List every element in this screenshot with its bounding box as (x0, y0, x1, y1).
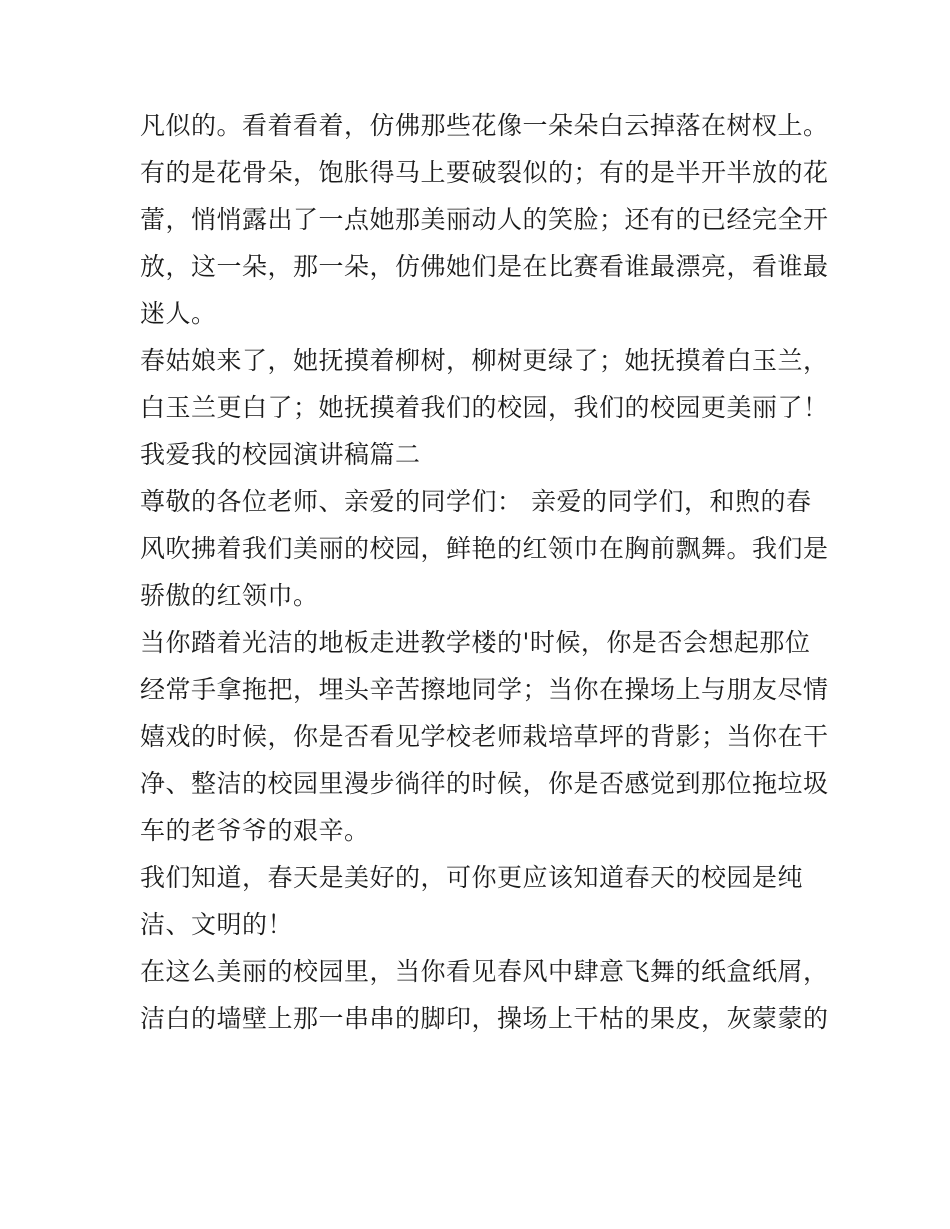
text-line: 经常手拿拖把，埋头辛苦擦地同学；当你在操场上与朋友尽情 (140, 675, 829, 704)
text-line: 车的老爷爷的艰辛。 (140, 816, 370, 845)
text-line: 有的是花骨朵，饱胀得马上要破裂似的；有的是半开半放的花 (140, 158, 829, 187)
text-line: 我们知道，春天是美好的，可你更应该知道春天的校园是纯 (140, 863, 804, 892)
text-line: 骄傲的红领巾。 (140, 581, 319, 610)
text-line: 洁、文明的！ (140, 910, 294, 939)
text-line: 洁白的墙壁上那一串串的脚印，操场上干枯的果皮，灰蒙蒙的 (140, 1004, 829, 1033)
text-line: 净、整洁的校园里漫步徜徉的时候，你是否感觉到那位拖垃圾 (140, 769, 829, 798)
text-line: 凡似的。看着看着，仿佛那些花像一朵朵白云掉落在树杈上。 (140, 111, 829, 140)
section-heading: 我爱我的校园演讲稿篇二 (140, 440, 421, 469)
text-line: 迷人。 (140, 299, 217, 328)
text-line: 白玉兰更白了；她抚摸着我们的校园，我们的校园更美丽了！ (140, 393, 829, 422)
text-line: 在这么美丽的校园里，当你看见春风中肆意飞舞的纸盒纸屑， (140, 957, 829, 986)
text-line: 尊敬的各位老师、亲爱的同学们： 亲爱的同学们，和煦的春 (140, 487, 812, 516)
document-body (140, 102, 829, 1042)
text-line: 春姑娘来了，她抚摸着柳树，柳树更绿了；她抚摸着白玉兰， (140, 346, 829, 375)
text-line: 嬉戏的时候，你是否看见学校老师栽培草坪的背影；当你在干 (140, 722, 829, 751)
text-line: 蕾，悄悄露出了一点她那美丽动人的笑脸；还有的已经完全开 (140, 205, 829, 234)
text-line: 当你踏着光洁的地板走进教学楼的'时候，你是否会想起那位 (140, 628, 811, 657)
text-line: 放，这一朵，那一朵，仿佛她们是在比赛看谁最漂亮，看谁最 (140, 252, 829, 281)
text-line: 风吹拂着我们美丽的校园，鲜艳的红领巾在胸前飘舞。我们是 (140, 534, 829, 563)
